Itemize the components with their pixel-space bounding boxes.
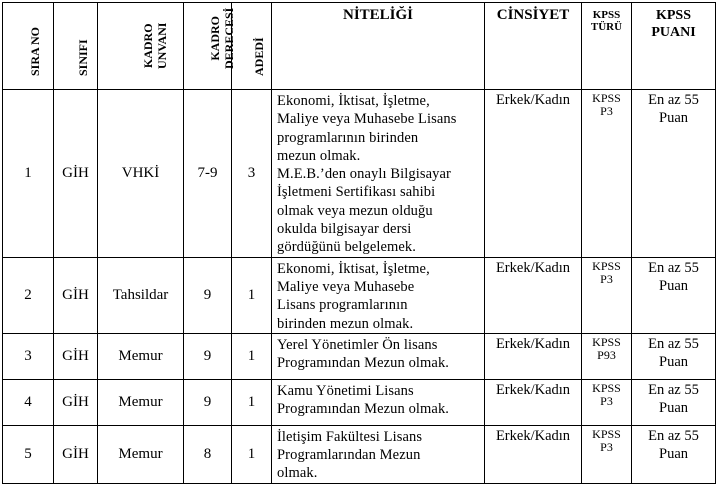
kpss-turu-line: KPSS xyxy=(592,334,621,349)
cell-sinifi: GİH xyxy=(54,257,98,333)
kpss-turu-line: KPSS xyxy=(592,380,621,395)
nitelik-line: programlarının birinden xyxy=(277,129,419,146)
cell-cinsiyet: Erkek/Kadın xyxy=(485,425,582,483)
nitelik-line: Programından Mezun olmak. xyxy=(277,401,450,418)
nitelik-line: okulda bilgisayar dersi xyxy=(277,221,412,238)
kpss-puani-line: Puan xyxy=(659,445,688,462)
cell-kpss-puani xyxy=(632,333,716,379)
nitelik-line: Kamu Yönetimi Lisans xyxy=(277,382,414,399)
nitelik-line: İletişim Fakültesi Lisans xyxy=(277,428,423,445)
nitelik-line: gördüğünü belgelemek. xyxy=(277,239,417,256)
kpss-turu-line: P93 xyxy=(597,347,616,362)
cell-niteligi xyxy=(272,379,485,425)
cell-cinsiyet: Erkek/Kadın xyxy=(485,257,582,333)
nitelik-line: M.E.B.’den onaylı Bilgisayar xyxy=(277,166,451,183)
cell-niteligi xyxy=(272,333,485,379)
cell-cinsiyet: Erkek/Kadın xyxy=(485,90,582,258)
cell-kadro-derecesi: 7-9 xyxy=(184,90,232,258)
cell-cinsiyet: Erkek/Kadın xyxy=(485,379,582,425)
cell-kadro-unvani: VHKİ xyxy=(98,90,184,258)
cell-sira-no: 3 xyxy=(3,333,54,379)
cell-kpss-puani xyxy=(632,379,716,425)
kpss-puani-line: Puan xyxy=(659,399,688,416)
cell-adedi: 1 xyxy=(232,425,272,483)
cell-adedi: 1 xyxy=(232,379,272,425)
cell-kpss-turu xyxy=(582,425,632,483)
header-niteligi: NİTELİĞİ xyxy=(272,3,485,90)
kpss-puani-line: Puan xyxy=(659,277,688,294)
cell-sinifi: GİH xyxy=(54,333,98,379)
cell-sira-no: 5 xyxy=(3,425,54,483)
cell-kpss-turu xyxy=(582,333,632,379)
cell-cinsiyet: Erkek/Kadın xyxy=(485,333,582,379)
cell-adedi: 1 xyxy=(232,333,272,379)
cell-kadro-unvani: Memur xyxy=(98,379,184,425)
kpss-turu-line: KPSS xyxy=(592,258,621,273)
cell-sinifi: GİH xyxy=(54,90,98,258)
header-sinifi: SINIFI xyxy=(54,3,98,90)
nitelik-line: Yerel Yönetimler Ön lisans xyxy=(277,336,438,353)
kpss-turu-line: KPSS xyxy=(592,91,621,105)
nitelik-line: Lisans programlarının xyxy=(277,297,408,314)
cell-adedi: 3 xyxy=(232,90,272,258)
header-adedi: ADEDİ xyxy=(232,3,272,90)
cell-kpss-puani xyxy=(632,90,716,258)
nitelik-line: Programından Mezun olmak. xyxy=(277,355,450,372)
table-row xyxy=(3,425,716,483)
cell-kpss-turu xyxy=(582,257,632,333)
header-sira-no: SIRA NO xyxy=(3,3,54,90)
nitelik-line: birinden mezun olmak. xyxy=(277,315,414,332)
cell-kadro-derecesi: 9 xyxy=(184,257,232,333)
nitelik-line: İşletmeni Sertifikası sahibi xyxy=(277,184,436,201)
cell-kpss-puani xyxy=(632,425,716,483)
cell-kadro-unvani: Tahsildar xyxy=(98,257,184,333)
cell-kadro-derecesi: 9 xyxy=(184,379,232,425)
cell-niteligi xyxy=(272,257,485,333)
nitelik-line: Ekonomi, İktisat, İşletme, xyxy=(277,93,430,109)
nitelik-line: Programlarından Mezun xyxy=(277,447,421,464)
kpss-puani-line: En az 55 xyxy=(648,427,699,444)
table-row xyxy=(3,257,716,333)
cell-sinifi: GİH xyxy=(54,425,98,483)
kpss-puani-line: En az 55 xyxy=(648,259,699,276)
kpss-turu-line: KPSS xyxy=(592,426,621,441)
header-kpss-turu: KPSS TÜRÜ xyxy=(582,3,632,90)
header-row xyxy=(3,3,716,90)
personnel-table xyxy=(2,2,716,484)
cell-kpss-puani xyxy=(632,257,716,333)
kpss-puani-line: En az 55 xyxy=(648,335,699,352)
nitelik-line: Maliye veya Muhasebe Lisans xyxy=(277,111,457,128)
cell-kadro-unvani: Memur xyxy=(98,333,184,379)
cell-kadro-derecesi: 9 xyxy=(184,333,232,379)
kpss-puani-line: En az 55 xyxy=(648,381,699,398)
nitelik-line: Ekonomi, İktisat, İşletme, xyxy=(277,260,430,277)
cell-kadro-derecesi: 8 xyxy=(184,425,232,483)
cell-adedi: 1 xyxy=(232,257,272,333)
kpss-turu-line: P3 xyxy=(600,104,613,118)
table-row xyxy=(3,90,716,258)
header-kpss-puani: KPSS PUANI xyxy=(632,3,716,90)
kpss-turu-line: P3 xyxy=(600,439,613,454)
header-kadro-unvani: KADRO UNVANI xyxy=(98,3,184,90)
nitelik-line: olmak. xyxy=(277,465,318,482)
table-row xyxy=(3,379,716,425)
kpss-puani-line: Puan xyxy=(659,110,688,126)
header-cinsiyet: CİNSİYET xyxy=(485,3,582,90)
kpss-puani-line: Puan xyxy=(659,353,688,370)
header-kadro-derecesi: KADRO DERECESİ xyxy=(184,3,232,90)
cell-kadro-unvani: Memur xyxy=(98,425,184,483)
nitelik-line: olmak veya mezun olduğu xyxy=(277,202,433,219)
kpss-turu-line: P3 xyxy=(600,393,613,408)
nitelik-line: Maliye veya Muhasebe xyxy=(277,278,415,295)
cell-kpss-turu xyxy=(582,379,632,425)
nitelik-line: mezun olmak. xyxy=(277,147,361,164)
cell-sira-no: 1 xyxy=(3,90,54,258)
cell-sira-no: 4 xyxy=(3,379,54,425)
table-row xyxy=(3,333,716,379)
cell-niteligi xyxy=(272,425,485,483)
kpss-puani-line: En az 55 xyxy=(648,92,699,108)
cell-sinifi: GİH xyxy=(54,379,98,425)
kpss-turu-line: P3 xyxy=(600,271,613,286)
cell-niteligi xyxy=(272,90,485,258)
cell-kpss-turu xyxy=(582,90,632,258)
cell-sira-no: 2 xyxy=(3,257,54,333)
